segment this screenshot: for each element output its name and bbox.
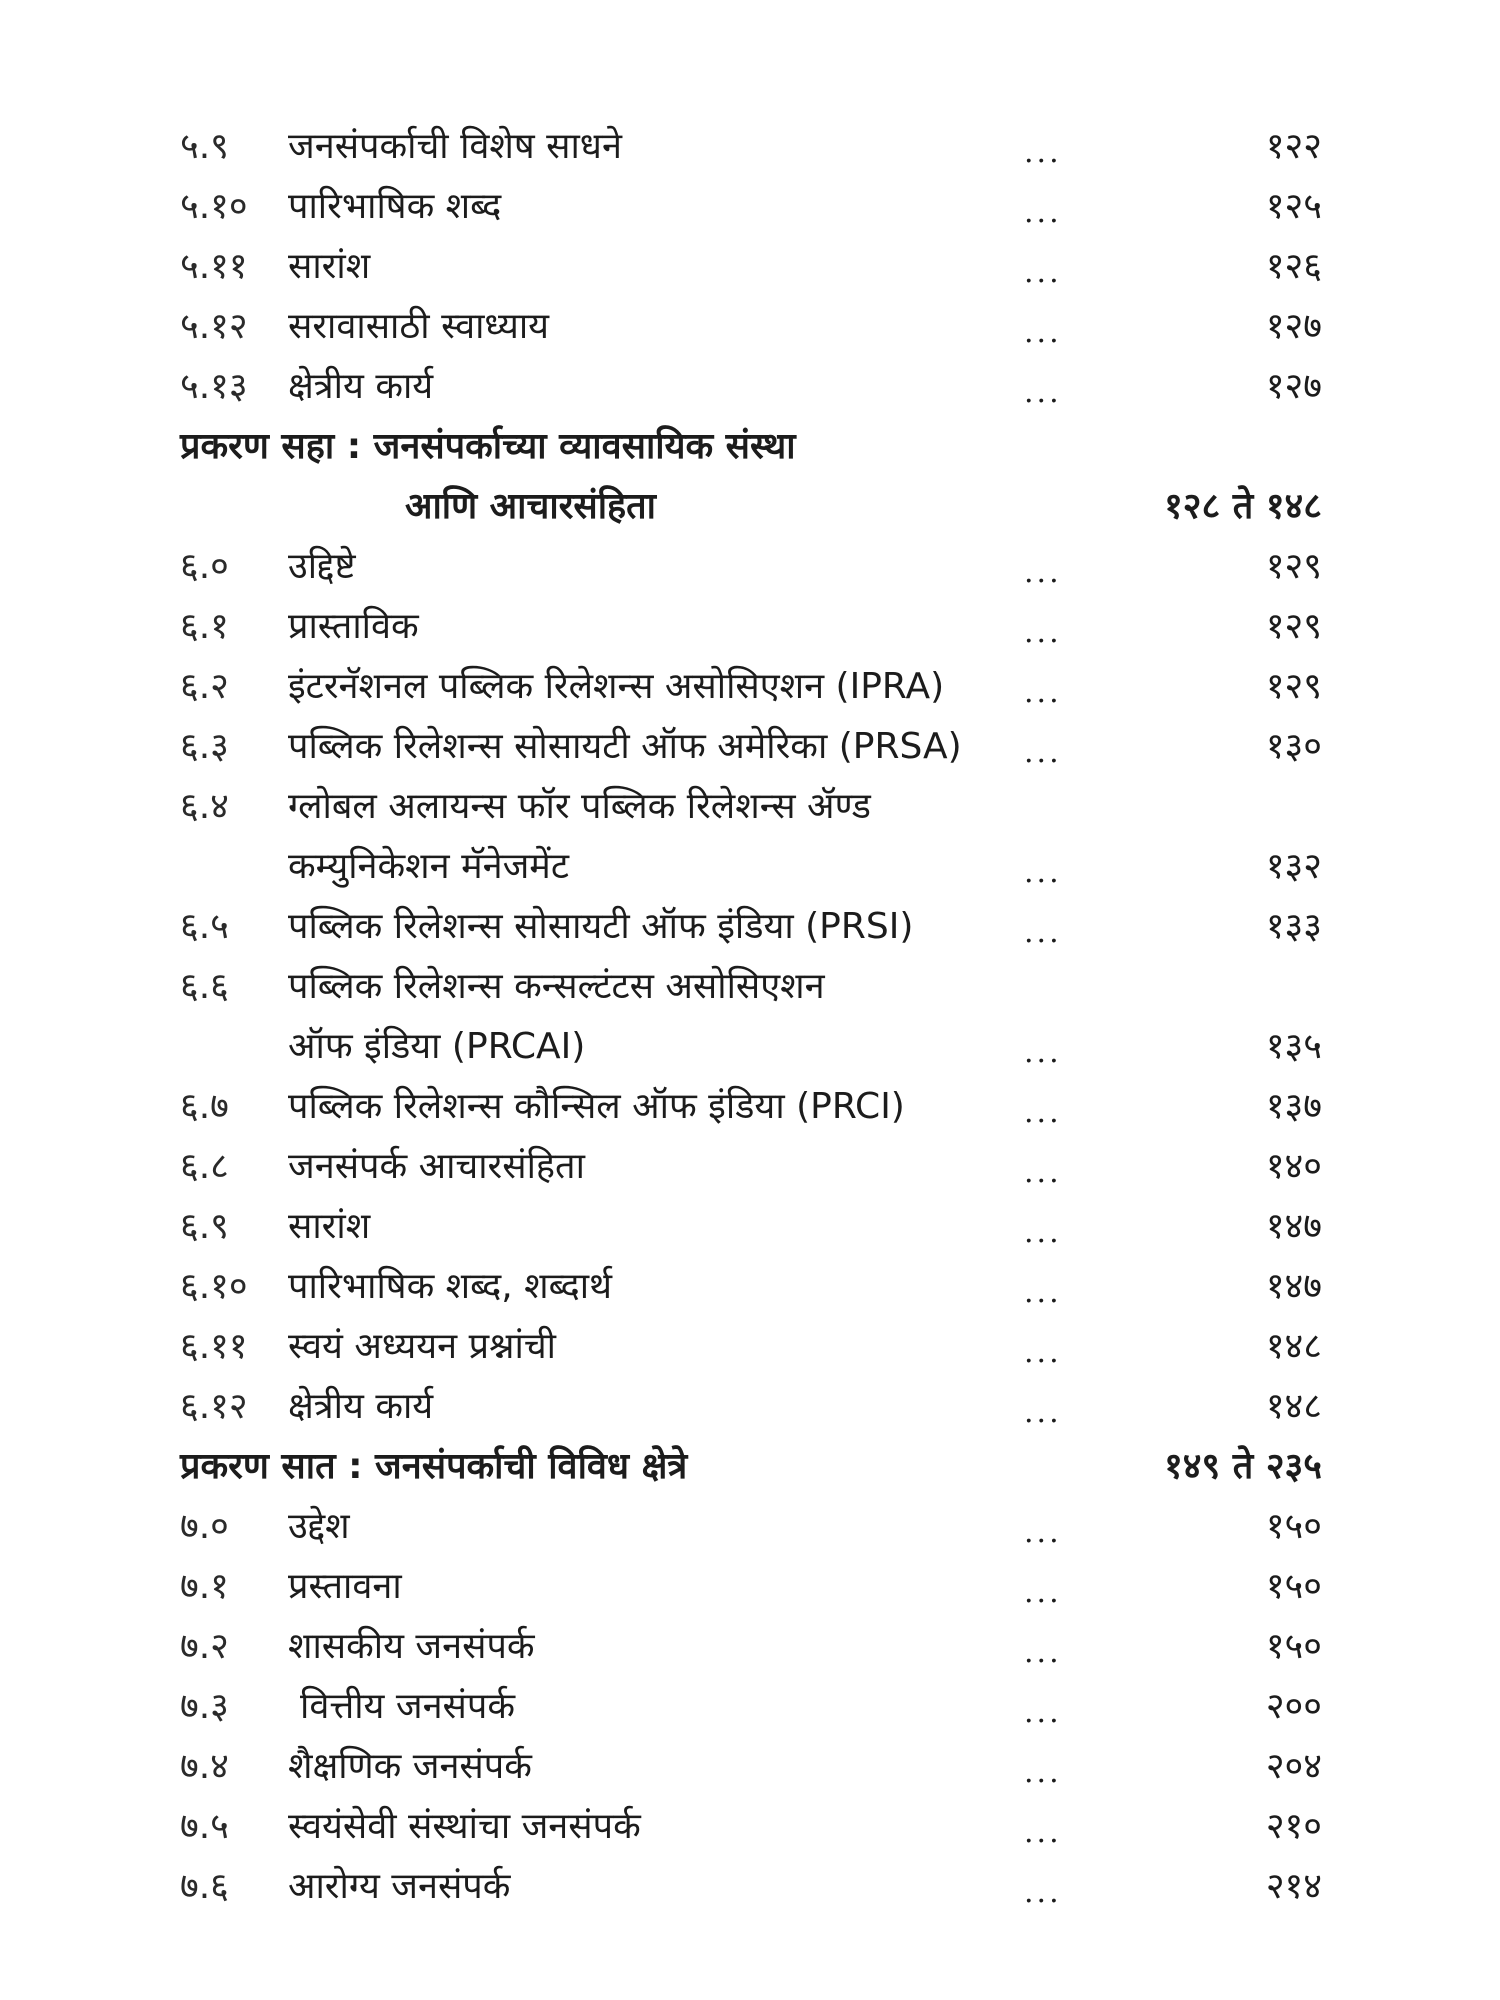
section-number: ५.१० [180, 186, 248, 227]
section-number: ६.१२ [180, 1386, 248, 1427]
toc-row [0, 178, 1500, 236]
page-number: १४७ [1265, 1206, 1322, 1247]
leader-dots: ... [1024, 1575, 1062, 1610]
section-title: जनसंपर्काची विशेष साधने [288, 126, 622, 167]
section-number: ५.९ [180, 126, 229, 167]
section-title: सारांश [288, 246, 371, 287]
toc-row [0, 1738, 1500, 1796]
section-title: क्षेत्रीय कार्य [288, 366, 434, 407]
page-number: १५० [1265, 1626, 1322, 1667]
page-number: १२६ [1265, 246, 1322, 287]
toc-row [0, 118, 1500, 176]
toc-row [0, 778, 1500, 836]
section-title: प्रस्तावना [288, 1566, 402, 1607]
leader-dots: ... [1024, 735, 1062, 770]
page-number: १२९ [1265, 546, 1322, 587]
section-number: ६.९ [180, 1206, 229, 1247]
toc-row [0, 1078, 1500, 1136]
leader-dots: ... [1024, 1275, 1062, 1310]
section-title: पब्लिक रिलेशन्स सोसायटी ऑफ अमेरिका (PRSA) [288, 726, 962, 767]
page-number: १३३ [1265, 906, 1322, 947]
toc-row [0, 1498, 1500, 1556]
page-number: १२९ [1265, 666, 1322, 707]
page-number: १२९ [1265, 606, 1322, 647]
chapter-page-range: १२८ ते १४८ [1164, 486, 1322, 527]
leader-dots: ... [1024, 615, 1062, 650]
section-number: ६.७ [180, 1086, 229, 1127]
section-title: पारिभाषिक शब्द [288, 186, 502, 227]
chapter-heading-continued [0, 478, 1500, 536]
chapter-title: आणि आचारसंहिता [405, 486, 656, 527]
leader-dots: ... [1024, 1635, 1062, 1670]
section-number: ६.३ [180, 726, 229, 767]
chapter-title: प्रकरण सहा : जनसंपर्काच्या व्यावसायिक संस्था [180, 426, 796, 467]
page-number: १३५ [1265, 1026, 1322, 1067]
section-title: क्षेत्रीय कार्य [288, 1386, 434, 1427]
page-number: २१४ [1265, 1866, 1322, 1907]
section-title: शासकीय जनसंपर्क [288, 1626, 535, 1667]
page-number: २१० [1265, 1806, 1322, 1847]
leader-dots: ... [1024, 1155, 1062, 1190]
section-number: ६.१० [180, 1266, 248, 1307]
leader-dots: ... [1024, 1215, 1062, 1250]
page-number: १५० [1265, 1566, 1322, 1607]
leader-dots: ... [1024, 855, 1062, 890]
leader-dots: ... [1024, 1695, 1062, 1730]
page-number: २०० [1265, 1686, 1322, 1727]
section-number: ६.८ [180, 1146, 229, 1187]
section-title: जनसंपर्क आचारसंहिता [288, 1146, 585, 1187]
leader-dots: ... [1024, 195, 1062, 230]
section-title: कम्युनिकेशन मॅनेजमेंट [288, 846, 569, 887]
leader-dots: ... [1024, 1515, 1062, 1550]
leader-dots: ... [1024, 315, 1062, 350]
section-title: सारांश [288, 1206, 371, 1247]
leader-dots: ... [1024, 1035, 1062, 1070]
section-title: सरावासाठी स्वाध्याय [288, 306, 550, 347]
section-title: उद्देश [288, 1506, 350, 1547]
section-number: ६.१ [180, 606, 229, 647]
section-title: पारिभाषिक शब्द, शब्दार्थ [288, 1266, 613, 1307]
leader-dots: ... [1024, 255, 1062, 290]
toc-row [0, 1378, 1500, 1436]
chapter-page-range: १४९ ते २३५ [1164, 1446, 1322, 1487]
section-number: ७.५ [180, 1806, 229, 1847]
toc-row [0, 958, 1500, 1016]
section-title: ग्लोबल अलायन्स फॉर पब्लिक रिलेशन्स ॲण्ड [288, 786, 871, 827]
section-number: ६.५ [180, 906, 229, 947]
section-title: ऑफ इंडिया (PRCAI) [288, 1026, 586, 1067]
section-title: उद्दिष्टे [288, 546, 356, 587]
page-number: १५० [1265, 1506, 1322, 1547]
section-number: ७.३ [180, 1686, 229, 1727]
section-number: ६.२ [180, 666, 229, 707]
page-number: १२२ [1265, 126, 1322, 167]
section-number: ५.११ [180, 246, 248, 287]
leader-dots: ... [1024, 1875, 1062, 1910]
page-number: १४० [1265, 1146, 1322, 1187]
leader-dots: ... [1024, 915, 1062, 950]
section-title: स्वयंसेवी संस्थांचा जनसंपर्क [288, 1806, 641, 1847]
chapter-title: प्रकरण सात : जनसंपर्काची विविध क्षेत्रे [180, 1446, 688, 1487]
section-title: प्रास्ताविक [288, 606, 419, 647]
toc-row [0, 898, 1500, 956]
toc-row [0, 598, 1500, 656]
leader-dots: ... [1024, 1395, 1062, 1430]
section-number: ७.६ [180, 1866, 229, 1907]
toc-row [0, 358, 1500, 416]
section-title: पब्लिक रिलेशन्स कन्सल्टंटस असोसिएशन [288, 966, 825, 1007]
leader-dots: ... [1024, 1095, 1062, 1130]
page-number: १२५ [1265, 186, 1322, 227]
leader-dots: ... [1024, 1755, 1062, 1790]
toc-row [0, 658, 1500, 716]
toc-row [0, 1258, 1500, 1316]
page-number: १३२ [1265, 846, 1322, 887]
page-number: १२७ [1265, 366, 1322, 407]
toc-row [0, 1558, 1500, 1616]
toc-row [0, 298, 1500, 356]
toc-row [0, 1858, 1500, 1916]
chapter-heading [0, 1438, 1500, 1496]
section-title: पब्लिक रिलेशन्स सोसायटी ऑफ इंडिया (PRSI) [288, 906, 914, 947]
leader-dots: ... [1024, 135, 1062, 170]
section-title: इंटरनॅशनल पब्लिक रिलेशन्स असोसिएशन (IPRA) [288, 666, 945, 707]
section-number: ७.१ [180, 1566, 229, 1607]
section-number: ५.१३ [180, 366, 248, 407]
page-number: १३० [1265, 726, 1322, 767]
toc-row [0, 238, 1500, 296]
section-number: ६.६ [180, 966, 229, 1007]
section-number: ६.११ [180, 1326, 248, 1367]
page-number: १२७ [1265, 306, 1322, 347]
section-number: ७.० [180, 1506, 229, 1547]
toc-row [0, 1018, 1500, 1076]
toc-row [0, 1798, 1500, 1856]
leader-dots: ... [1024, 675, 1062, 710]
toc-row [0, 1678, 1500, 1736]
page-number: १४८ [1265, 1386, 1322, 1427]
leader-dots: ... [1024, 1335, 1062, 1370]
page-number: १३७ [1265, 1086, 1322, 1127]
section-title: स्वयं अध्ययन प्रश्नांची [288, 1326, 557, 1367]
toc-row [0, 1318, 1500, 1376]
section-number: ५.१२ [180, 306, 248, 347]
page-number: २०४ [1265, 1746, 1322, 1787]
leader-dots: ... [1024, 555, 1062, 590]
section-number: ६.० [180, 546, 229, 587]
toc-row [0, 538, 1500, 596]
toc-row [0, 1198, 1500, 1256]
page-number: १४७ [1265, 1266, 1322, 1307]
section-title: शैक्षणिक जनसंपर्क [288, 1746, 532, 1787]
page-number: १४८ [1265, 1326, 1322, 1367]
chapter-heading [0, 418, 1500, 476]
section-title: पब्लिक रिलेशन्स कौन्सिल ऑफ इंडिया (PRCI) [288, 1086, 905, 1127]
section-title: आरोग्य जनसंपर्क [288, 1866, 511, 1907]
section-number: ६.४ [180, 786, 229, 827]
leader-dots: ... [1024, 1815, 1062, 1850]
toc-row [0, 1138, 1500, 1196]
section-number: ७.२ [180, 1626, 229, 1667]
toc-row [0, 718, 1500, 776]
section-title: वित्तीय जनसंपर्क [300, 1686, 515, 1727]
toc-row [0, 838, 1500, 896]
toc-row [0, 1618, 1500, 1676]
section-number: ७.४ [180, 1746, 229, 1787]
leader-dots: ... [1024, 375, 1062, 410]
